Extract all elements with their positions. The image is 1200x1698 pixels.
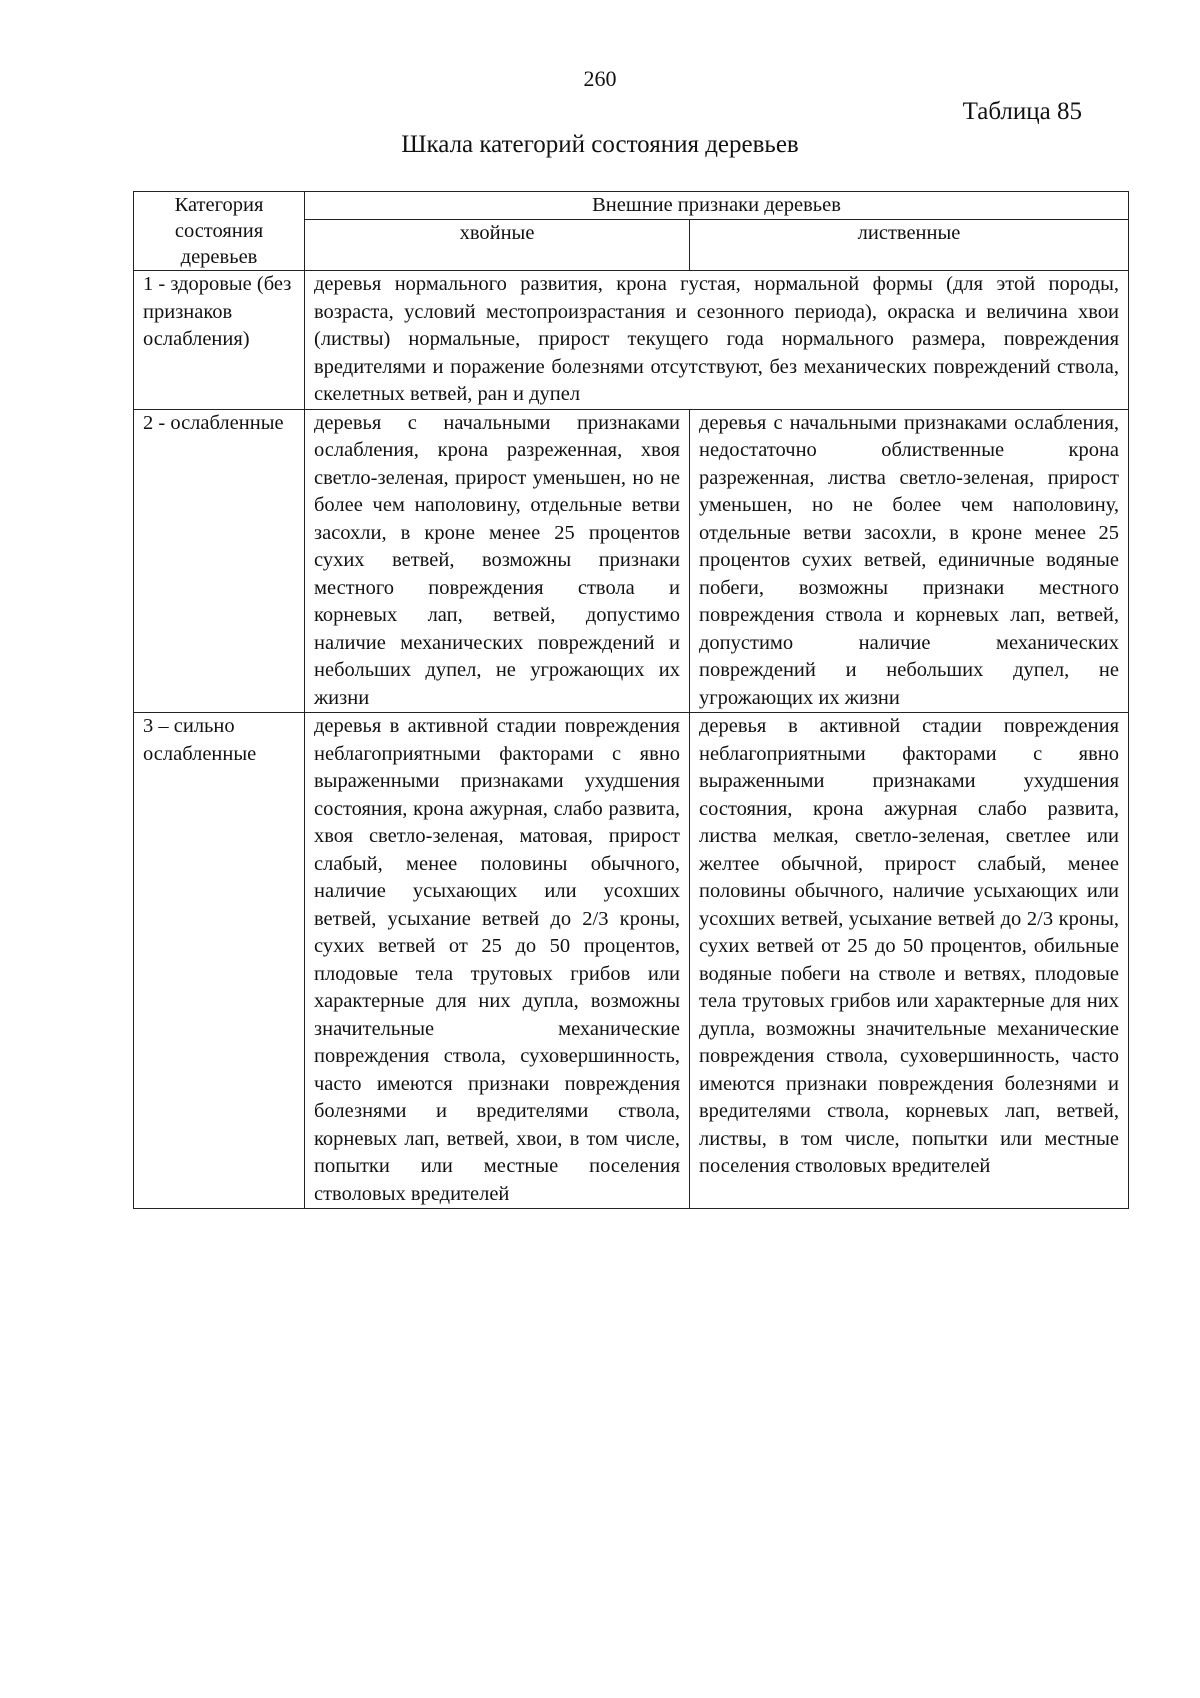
header-coniferous: хвойные <box>305 220 690 271</box>
row-description-all: деревья нормального развития, крона густая, нормальной формы (для этой породы, возраста, условий местопроизрастания и сезонного периода), окраска и величина хвои (листвы) нормальные, прирост текущего года нормального размера, повреждения вредителями и поражение болезнями отсутствуют, без механических повреждений ствола, скелетных ветвей, ран и дупел <box>305 271 1129 410</box>
table-row <box>134 409 1129 713</box>
row-category: 3 – сильно ослабленные <box>134 713 305 1209</box>
row-coniferous: деревья с начальными признаками ослабления, крона разреженная, хвоя светло-зеленая, прирост уменьшен, но не более чем наполовину, отдельные ветви засохли, в кроне менее 25 процентов сухих ветвей, возможны признаки местного повреждения ствола и корневых лап, ветвей, допустимо наличие механических повреждений и небольших дупел, не угрожающих их жизни <box>305 409 690 713</box>
table-row <box>134 271 1129 410</box>
row-category: 2 - ослабленные <box>134 409 305 713</box>
table-label: Таблица 85 <box>962 98 1082 125</box>
table-header-row <box>134 192 1129 220</box>
row-category: 1 - здоровые (без признаков ослабления) <box>134 271 305 410</box>
row-coniferous: деревья в активной стадии повреждения неблагоприятными факторами с явно выраженными признаками ухудшения состояния, крона ажурная, слабо развита, хвоя светло-зеленая, матовая, прирост слабый, менее половины обычного, наличие усыхающих или усохших ветвей, усыхание ветвей до 2/3 кроны, сухих ветвей от 25 до 50 процентов, плодовые тела трутовых грибов или характерные для них дупла, возможны значительные механические повреждения ствола, суховершинность, часто имеются признаки повреждения болезнями и вредителями ствола, корневых лап, ветвей, хвои, в том числе, попытки или местные поселения стволовых вредителей <box>305 713 690 1209</box>
table-title: Шкала категорий состояния деревьев <box>401 131 799 158</box>
table-row <box>134 713 1129 1209</box>
row-deciduous: деревья в активной стадии повреждения неблагоприятными факторами с явно выраженными признаками ухудшения состояния, крона ажурная слабо развита, листва мелкая, светло-зеленая, светлее или желтее обычной, прирост слабый, менее половины обычного, наличие усыхающих или усохших ветвей, усыхание ветвей до 2/3 кроны, сухих ветвей от 25 до 50 процентов, обильные водяные побеги на стволе и ветвях, плодовые тела трутовых грибов или характерные для них дупла, возможны значительные механические повреждения ствола, суховершинность, часто имеются признаки повреждения болезнями и вредителями ствола, корневых лап, ветвей, листвы, в том числе, попытки или местные поселения стволовых вредителей <box>690 713 1129 1209</box>
tree-condition-table <box>133 191 1129 1209</box>
header-category: Категория состояния деревьев <box>134 192 305 271</box>
row-deciduous: деревья с начальными признаками ослабления, недостаточно облиственные крона разреженная, листва светло-зеленая, прирост уменьшен, но не более чем наполовину, отдельные ветви засохли, в кроне менее 25 процентов сухих ветвей, единичные водяные побеги, возможны признаки местного повреждения ствола и корневых лап, ветвей, допустимо наличие механических повреждений и небольших дупел, не угрожающих их жизни <box>690 409 1129 713</box>
header-external-signs: Внешние признаки деревьев <box>305 192 1129 220</box>
header-deciduous: лиственные <box>690 220 1129 271</box>
page-number: 260 <box>583 66 617 91</box>
